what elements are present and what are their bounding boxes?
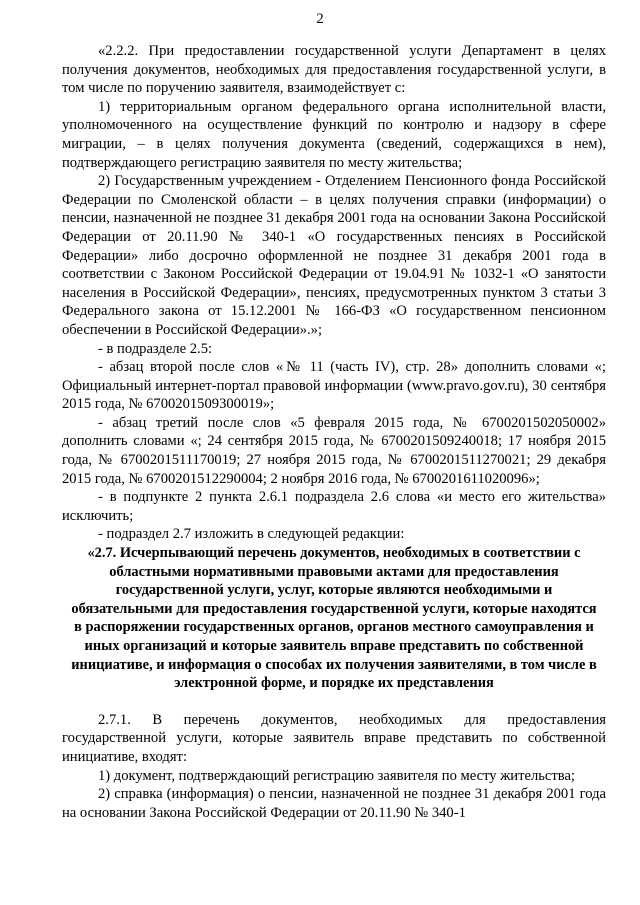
paragraph-2-6-1: - в подпункте 2 пункта 2.6.1 подраздела 2.6 слова «и место его жительства» исключить; — [62, 489, 606, 524]
paragraph-item-1-migration: 1) территориальным органом федерального органа исполнительной власти, уполномоченного на осуществление функций по контролю и надзору в сфере миграции, – в целях получения документа (сведений, содержащихся в нем), подтверждающего регистрацию заявителя по месту жительства; — [62, 98, 606, 171]
paragraph-subsection-2-5: - в подразделе 2.5: — [98, 340, 213, 357]
page-number: 2 — [316, 11, 324, 27]
paragraph-2-7-1: 2.7.1. В перечень документов, необходимых для предоставления государственной услуги, которые заявитель вправе представить по собственной инициативе, входят: — [62, 711, 606, 765]
document-body — [62, 42, 606, 822]
paragraph-2-2-2: «2.2.2. При предоставлении государственной услуги Департамент в целях получения документов, необходимых для предоставления государственной услуги, в том числе по поручению заявителя, взаимодействует с: — [62, 43, 606, 97]
paragraph-doc-item-1: 1) документ, подтверждающий регистрацию заявителя по месту жительства; — [98, 767, 575, 784]
paragraph-abzac-third: - абзац третий после слов «5 февраля 2015 года, № 6700201502050002» дополнить словами «; 24 сентября 2015 года, № 6700201509240018; 17 ноября 2015 года, № 6700201511170019; 27 ноября 2015 года, № 6700201511270021; 29 декабря 2015 года, № 6700201512290004; 2 ноября 2016 года, № 6700201611020096»; — [62, 414, 606, 487]
paragraph-subsection-2-7: - подраздел 2.7 изложить в следующей редакции: — [98, 526, 405, 543]
paragraph-doc-item-2: 2) справка (информация) о пенсии, назначенной не позднее 31 декабря 2001 года на основании Закона Российской Федерации от 20.11.90 № 340-1 — [62, 786, 606, 821]
spacer — [62, 693, 606, 711]
section-heading-2-7: «2.7. Исчерпывающий перечень документов, необходимых в соответствии с областными нормативными правовыми актами для предоставления государственной услуги, услуг, которые являются необходимыми и обязательными для предоставления государственной услуги, которые находятся в распоряжении государственных органов, органов местного самоуправления и иных организаций и которые заявитель вправе представить по собственной инициативе, и информация о способах их получения заявителями, в том числе в электронной форме, и порядке их представления — [71, 545, 597, 692]
paragraph-abzac-second: - абзац второй после слов «№ 11 (часть IV), стр. 28» дополнить словами «; Официальный интернет-портал правовой информации (www.pravo.gov.ru), 30 сентября 2015 года, № 6700201509300019»; — [62, 359, 606, 413]
paragraph-item-2-pension-fund: 2) Государственным учреждением - Отделением Пенсионного фонда Российской Федерации по Смоленской области – в целях получения справки (информации) о пенсии, назначенной не позднее 31 декабря 2001 года на основании Закона Российской Федерации от 20.11.90 № 340-1 «О государственных пенсиях в Российской Федерации» либо досрочно оформленной не позднее 31 декабря 2001 года в соответствии с Законом Российской Федерации от 19.04.91 № 1032-1 «О занятости населения в Российской Федерации», пенсиях, предусмотренных пунктом 3 статьи 3 Федерального закона от 15.12.2001 № 166-ФЗ «О государственном пенсионном обеспечении в Российской Федерации».»; — [62, 173, 606, 338]
